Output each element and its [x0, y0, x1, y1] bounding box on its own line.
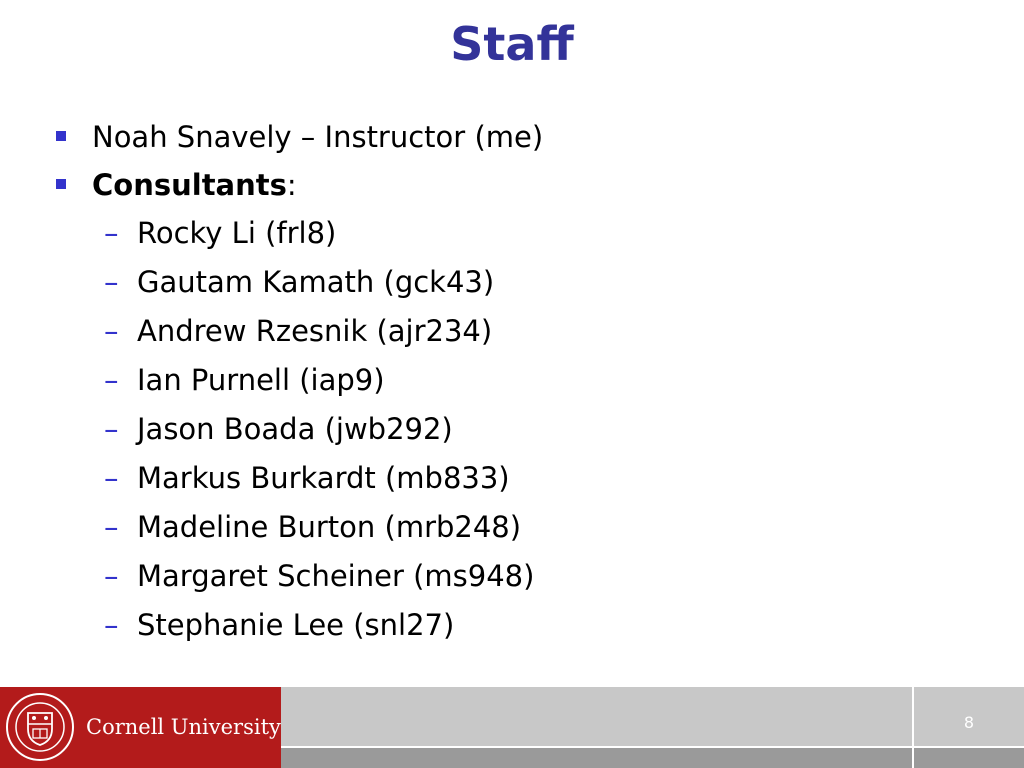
- bullet-item-instructor: [0, 113, 1024, 161]
- consultant-item: [0, 209, 1024, 257]
- dash-bullet-icon: –: [104, 559, 119, 593]
- page-number: 8: [963, 713, 975, 732]
- consultant-name: Jason Boada (jwb292): [137, 412, 453, 446]
- dash-bullet-icon: –: [104, 216, 119, 250]
- consultant-name: Andrew Rzesnik (ajr234): [137, 314, 493, 348]
- dash-bullet-icon: –: [104, 265, 119, 299]
- consultant-name: Rocky Li (frl8): [137, 216, 337, 250]
- consultants-heading-wrap: [92, 161, 297, 209]
- consultant-item: [0, 601, 1024, 649]
- dash-bullet-icon: –: [104, 461, 119, 495]
- square-bullet-icon: [56, 131, 66, 141]
- consultant-item: [0, 454, 1024, 502]
- square-bullet-icon: [56, 179, 66, 189]
- consultant-name: Margaret Scheiner (ms948): [137, 559, 535, 593]
- dash-bullet-icon: –: [104, 510, 119, 544]
- consultant-item: [0, 258, 1024, 306]
- consultant-item: [0, 503, 1024, 551]
- cornell-wordmark: Cornell University: [86, 715, 281, 739]
- consultant-item: [0, 405, 1024, 453]
- consultant-item: [0, 356, 1024, 404]
- consultant-name: Gautam Kamath (gck43): [137, 265, 495, 299]
- consultant-name: Stephanie Lee (snl27): [137, 608, 455, 642]
- consultant-name: Madeline Burton (mrb248): [137, 510, 522, 544]
- dash-bullet-icon: –: [104, 314, 119, 348]
- dash-bullet-icon: –: [104, 363, 119, 397]
- instructor-text: Noah Snavely – Instructor (me): [92, 120, 544, 154]
- dash-bullet-icon: –: [104, 412, 119, 446]
- consultants-heading: Consultants: [92, 168, 287, 202]
- bullet-item-consultants: [0, 161, 1024, 209]
- cornell-seal-icon: [4, 691, 76, 763]
- consultant-name: Ian Purnell (iap9): [137, 363, 385, 397]
- footer-logo-panel: [0, 687, 281, 768]
- slide-title: Staff: [450, 17, 574, 71]
- dash-bullet-icon: –: [104, 608, 119, 642]
- consultant-item: [0, 307, 1024, 355]
- consultant-item: [0, 552, 1024, 600]
- consultants-colon: :: [286, 168, 297, 202]
- consultant-name: Markus Burkardt (mb833): [137, 461, 510, 495]
- footer-bar: [0, 687, 1024, 768]
